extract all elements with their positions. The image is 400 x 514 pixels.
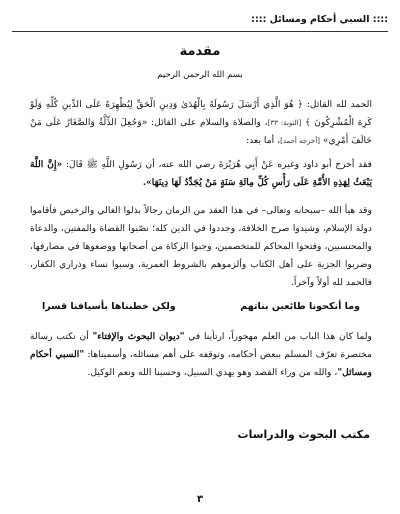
paragraph-opening-salutation: ، والصلاة والسلام على القائل: «وَجُعِلَ الذِّلَّةُ وَالصَّغَارُ عَلَى مَنْ خَالَفَ أَمْرِي» xyxy=(30,117,372,146)
paragraph-opening-text: الحمد لله القائل: ﴿ هُوَ الَّذِي أَرْسَلَ رَسُولَهُ بِالْهُدَىٰ وَدِينِ الْحَقِّ لِيُظْهِرَهُ عَلَى الدِّينِ كُلِّهِ وَلَوْ كَرِهَ الْمُشْرِكُونَ ﴾ xyxy=(30,99,373,128)
paragraph-closing xyxy=(30,328,372,382)
treatise-title: "السبي أحكام ومسائل" xyxy=(30,349,372,378)
header-rule xyxy=(12,31,388,32)
paragraph-closing-e: ، والله من وراء القصد وهو يهدي السبيل، وحسبنا الله ونعم الوكيل. xyxy=(87,367,338,378)
verse-second-hemistich: ولكن خطبناها بأسيافنا قسرا xyxy=(42,301,176,312)
paragraph-hadith-intro: فقد أخرج أبو داود وغيره عَنْ أَبِي هُرَيْرَةَ رضي الله عنه، أن رَسُولِ اللَّهِ ﷺ قَالَ: xyxy=(62,159,372,170)
quran-reference: [التوبة: ٣٣] xyxy=(267,119,302,127)
office-name: "ديوان البحوث والإفتاء" xyxy=(92,331,185,342)
page-number: ٣ xyxy=(196,494,204,505)
paragraph-closing-c: أن نكتب رسالة مختصرة تعرّف المسلم ببعض أحكامه، وتوقفه على أهم مسائله، وأسميناها: xyxy=(30,331,372,360)
basmala: بسم الله الرحمن الرحيم xyxy=(157,70,243,80)
paragraph-closing-a: ولما كان هذا الباب من العلم مهجوراً، ارتأينا في xyxy=(184,331,372,342)
running-header xyxy=(0,14,400,30)
hadith-quote: «إِنَّ اللَّهَ يَبْعَثُ لِهَذِهِ الأُمَّةِ عَلَى رَأْسِ كُلِّ مِائَةِ سَنَةٍ مَنْ يُجَدِّدُ لَهَا دِينَهَا». xyxy=(30,159,372,188)
header-title: :::: السبي أحكام ومسائل :::: xyxy=(251,14,388,25)
paragraph-main: وقد هيأ الله –سبحانه وتعالى– في هذا العقد من الزمان رجالاً بذلوا الغالي والرخيص فأقاموا دولة الإسلام، وشيدوا صرح الخلافة، وجددوا في الدين كله؛ نصّبوا القضاة والمفتين، والدعاة والمحتسبين، وفتحوا المحاكم للمتخصمين، وجبوا الزكاة من أصحابها ووضعوها في مصارفها، وضربوا الجزية على أهل الكتاب وألزموهم بالشروط العمرية، وسبوا نساء وذراري الكفار، فالحمد لله أولاً وآخراً. xyxy=(30,205,372,288)
paragraph-hadith xyxy=(30,156,372,192)
paragraph-opening xyxy=(30,96,372,150)
verse-first-hemistich: وما أنكحونا طائعين بناتهم xyxy=(240,301,360,312)
page-title: مقدمة xyxy=(179,44,221,59)
hadith-reference: [أخرجه أحمد] xyxy=(280,137,320,145)
document-body xyxy=(30,96,372,388)
poetry-verse xyxy=(30,298,372,316)
paragraph-opening-end: ، أما بعد: xyxy=(246,135,281,146)
signature: مكتب البحوث والدراسات xyxy=(237,428,370,441)
